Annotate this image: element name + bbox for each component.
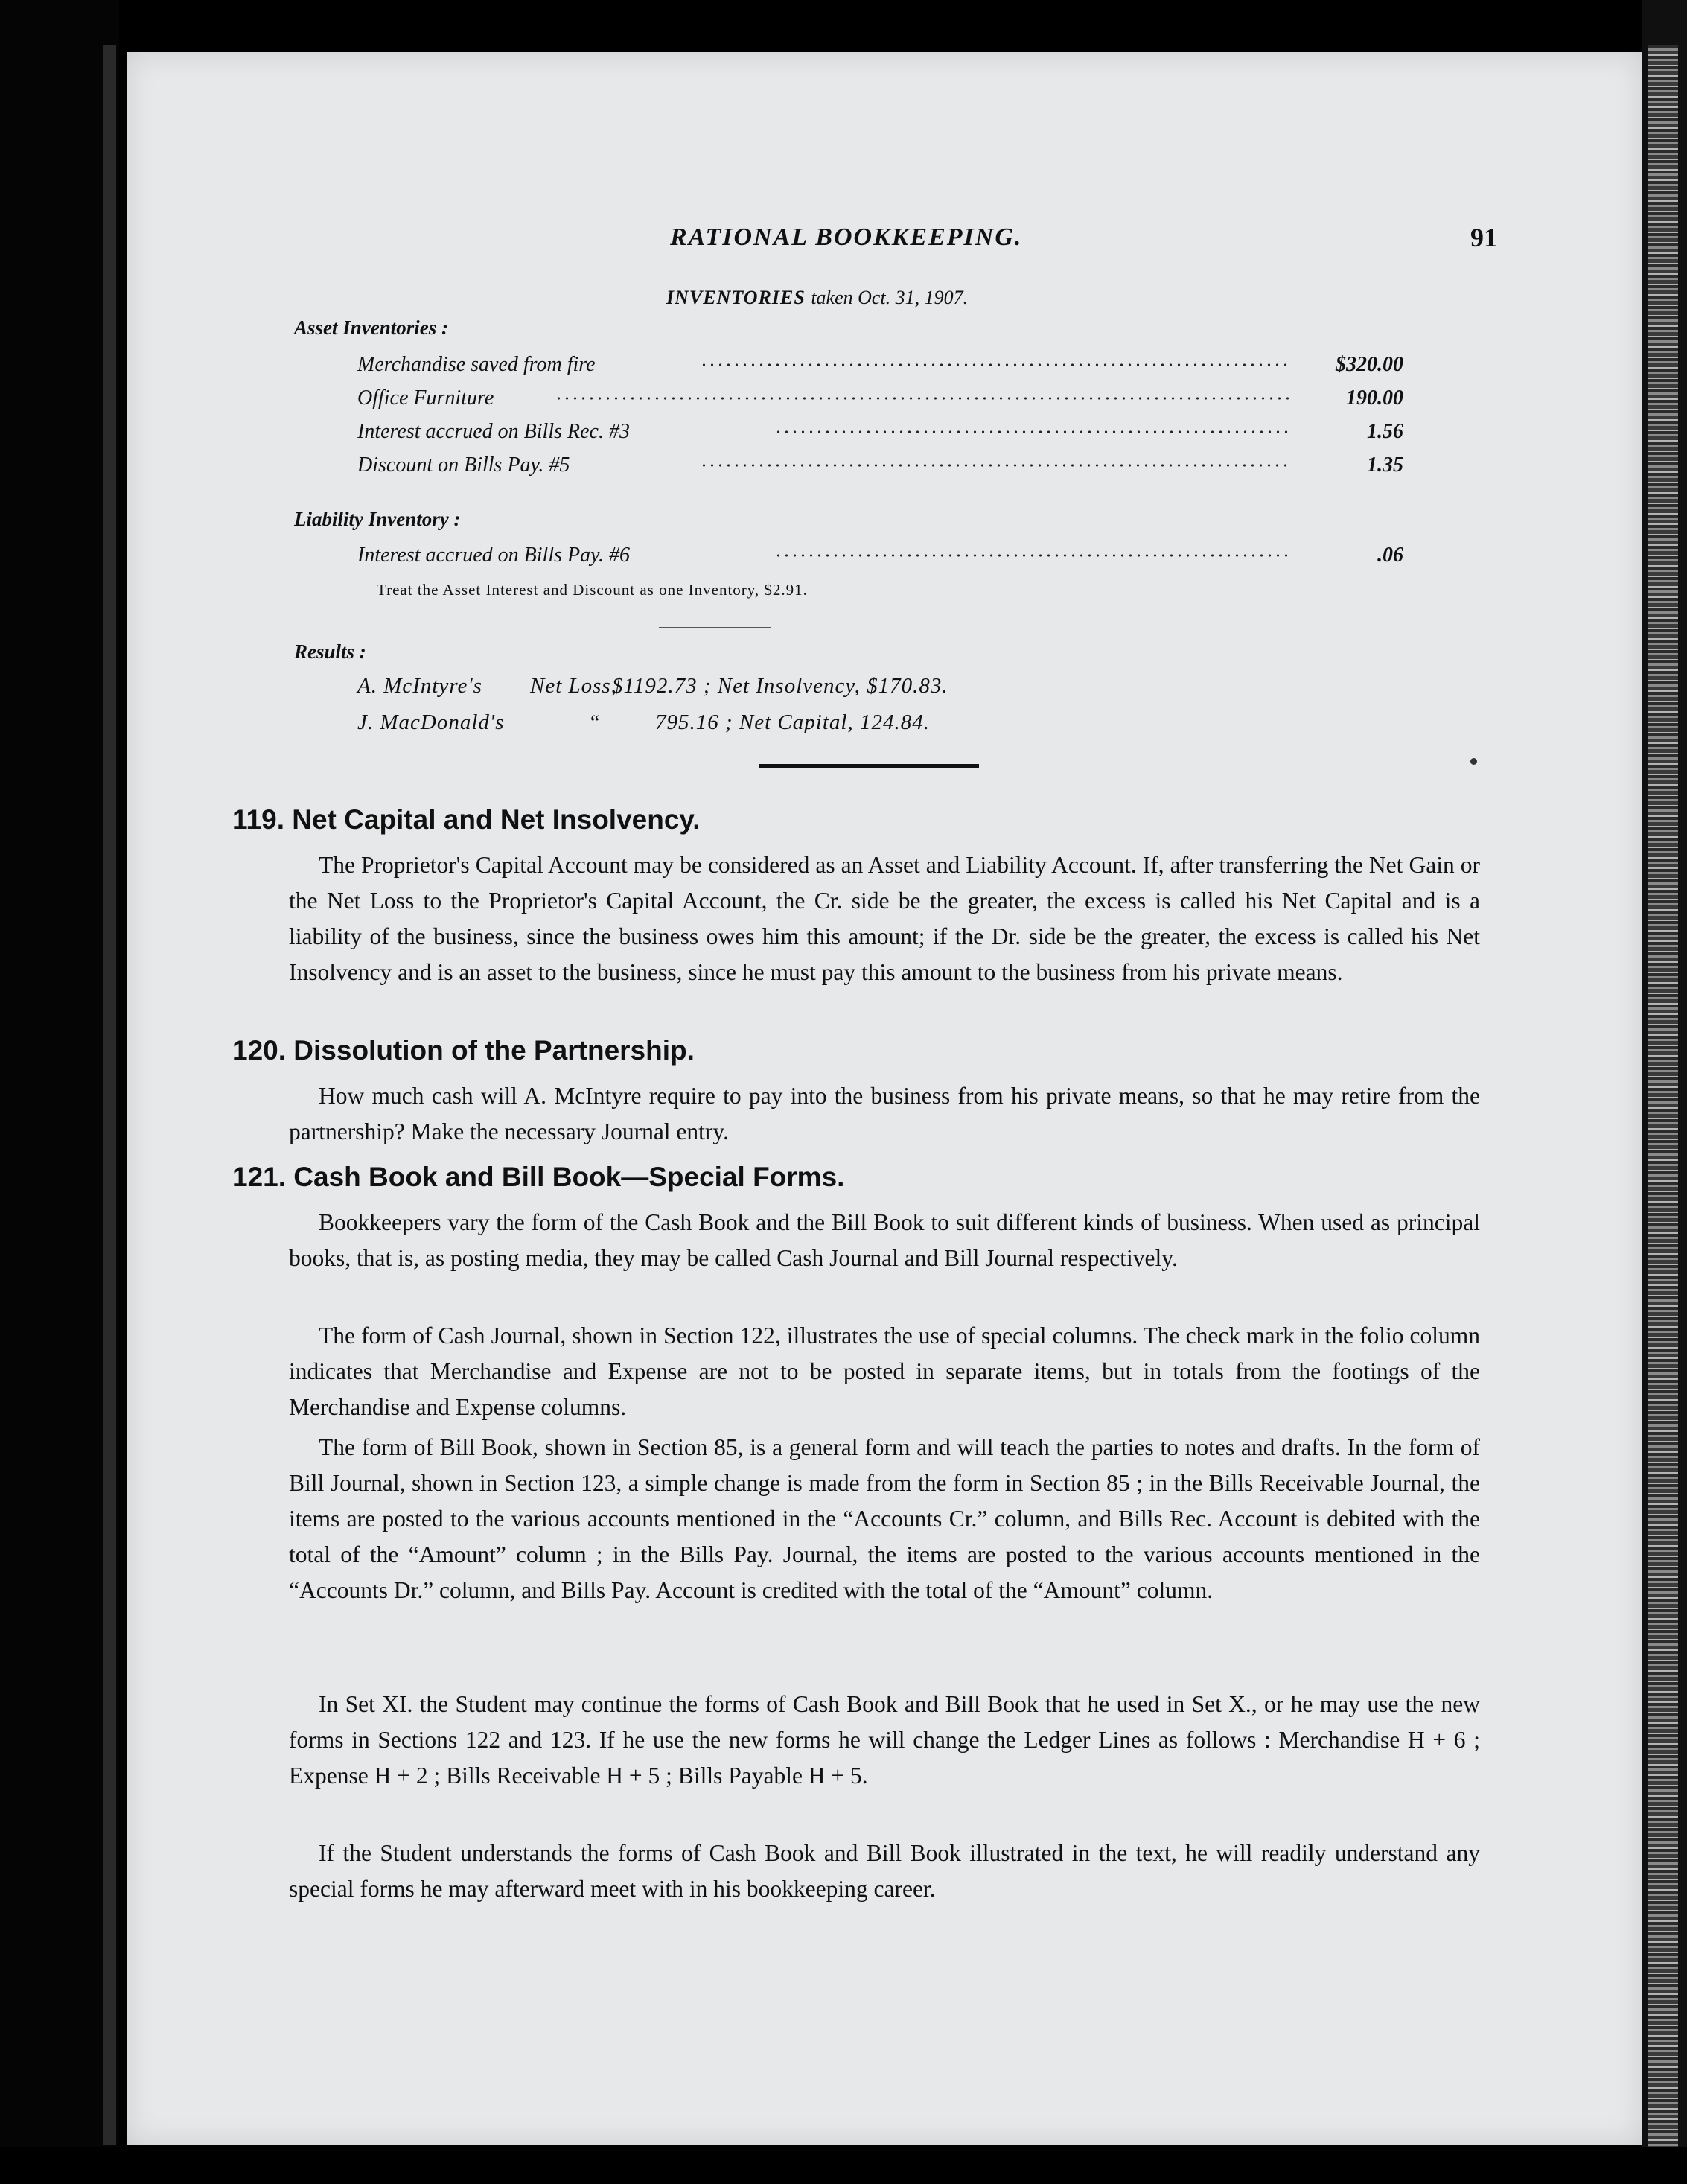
inventory-row (357, 420, 1403, 447)
leader-dots (774, 430, 1292, 433)
inventory-row (357, 386, 1403, 413)
leader-dots (774, 554, 1292, 557)
inventory-amount: .06 (1377, 544, 1403, 567)
paragraph: How much cash will A. McIntyre require to pay into the business from his private means, so that he may retire from the partnership? Make the necessary Journal entry. (289, 1083, 1480, 1144)
page-number: 91 (1470, 223, 1497, 252)
inventory-amount: 1.56 (1367, 420, 1403, 443)
result-name: J. MacDonald's (357, 710, 505, 734)
inventory-label: Discount on Bills Pay. #5 (357, 453, 570, 477)
section-heading-119: 119. Net Capital and Net Insolvency. (232, 804, 701, 835)
result-text: 795.16 ; Net Capital, 124.84. (655, 710, 930, 734)
page-stack-edge (1648, 45, 1678, 2167)
inventories-title (666, 287, 968, 309)
inventory-amount: 1.35 (1367, 453, 1403, 477)
inventory-row (357, 544, 1403, 570)
inventory-note: Treat the Asset Interest and Discount as one Inventory, $2.91. (377, 581, 808, 599)
print-speck (1470, 758, 1477, 765)
asset-inventories-heading: Asset Inventories : (294, 316, 449, 339)
scan-border-right (1642, 0, 1687, 2184)
inventories-title-main: INVENTORIES (666, 287, 806, 308)
result-name: A. McIntyre's (357, 674, 482, 698)
inventory-row (357, 453, 1403, 480)
inventory-label: Interest accrued on Bills Pay. #6 (357, 544, 630, 567)
paragraph: In Set XI. the Student may continue the forms of Cash Book and Bill Book that he used in Set X., or he may use the new forms in Sections 122 and 123. If he use the new forms he will change the Ledger Lines as follows : Merchandise H + 6 ; Expense H + 2 ; Bills Receivable H + 5 ; Bills Payable H + 5. (289, 1691, 1480, 1789)
leader-dots (700, 464, 1292, 467)
section-heading-121: 121. Cash Book and Bill Book—Special Forms. (232, 1162, 845, 1192)
leader-dots (555, 397, 1292, 400)
result-line (357, 710, 1325, 740)
scan-border-bottom (0, 2147, 1687, 2184)
inventory-amount: 190.00 (1346, 386, 1403, 410)
paragraph: The Proprietor's Capital Account may be considered as an Asset and Liability Account. If, after transferring the Net Gain or the Net Loss to the Proprietor's Capital Account, the Cr. side be the greater, the excess is called his Net Capital and is a liability of the business, since the business owes him this amount; if the Dr. side be the greater, the excess is called his Net Insolvency and is an asset to the business, since he must pay this amount to the business from his private means. (289, 852, 1480, 985)
results-heading: Results : (294, 640, 366, 663)
inventory-label: Interest accrued on Bills Rec. #3 (357, 420, 630, 443)
section-heading-120: 120. Dissolution of the Partnership. (232, 1035, 695, 1066)
inventories-title-rest: taken Oct. 31, 1907. (811, 287, 969, 308)
leader-dots (700, 363, 1292, 366)
inventory-label: Merchandise saved from fire (357, 353, 596, 376)
paragraph: Bookkeepers vary the form of the Cash Book and the Bill Book to suit different kinds of business. When used as principal books, that is, as posting media, they may be called Cash Journal and Bill Journal respectively. (289, 1209, 1480, 1271)
paragraph: The form of Bill Book, shown in Section 85, is a general form and will teach the parties to notes and drafts. In the form of Bill Journal, shown in Section 123, a simple change is made from the form in Section 85 ; in the Bills Receivable Journal, the items are posted to the various accounts mentioned in the “Accounts Cr.” column, and Bills Rec. Account is debited with the total of the “Amount” column ; in the Bills Pay. Journal, the items are posted to the various accounts mentioned in the “Accounts Dr.” column, and Bills Pay. Account is credited with the total of the “Amount” column. (289, 1434, 1480, 1603)
result-mid: Net Loss, (530, 674, 617, 698)
inventory-amount: $320.00 (1336, 353, 1403, 376)
running-title: RATIONAL BOOKKEEPING. (670, 223, 1023, 251)
book-page (127, 52, 1642, 2145)
paragraph: If the Student understands the forms of Cash Book and Bill Book illustrated in the text, he will readily understand any special forms he may afterward meet with in his bookkeeping career. (289, 1840, 1480, 1902)
inventory-row (357, 353, 1403, 380)
liability-inventory-heading: Liability Inventory : (294, 508, 461, 530)
book-spine-edge (103, 45, 116, 2145)
short-divider (659, 627, 771, 628)
result-line (357, 674, 1325, 704)
section-divider (759, 764, 979, 768)
scan-border-top (0, 0, 1687, 46)
inventory-label: Office Furniture (357, 386, 494, 410)
result-text: $1192.73 ; Net Insolvency, $170.83. (612, 674, 948, 698)
scan-border-left (0, 0, 119, 2184)
paragraph: The form of Cash Journal, shown in Section 122, illustrates the use of special columns. The check mark in the folio column indicates that Merchandise and Expense are not to be posted in separate items, but in totals from the footings of the Merchandise and Expense columns. (289, 1322, 1480, 1420)
result-mid: “ (588, 710, 602, 734)
